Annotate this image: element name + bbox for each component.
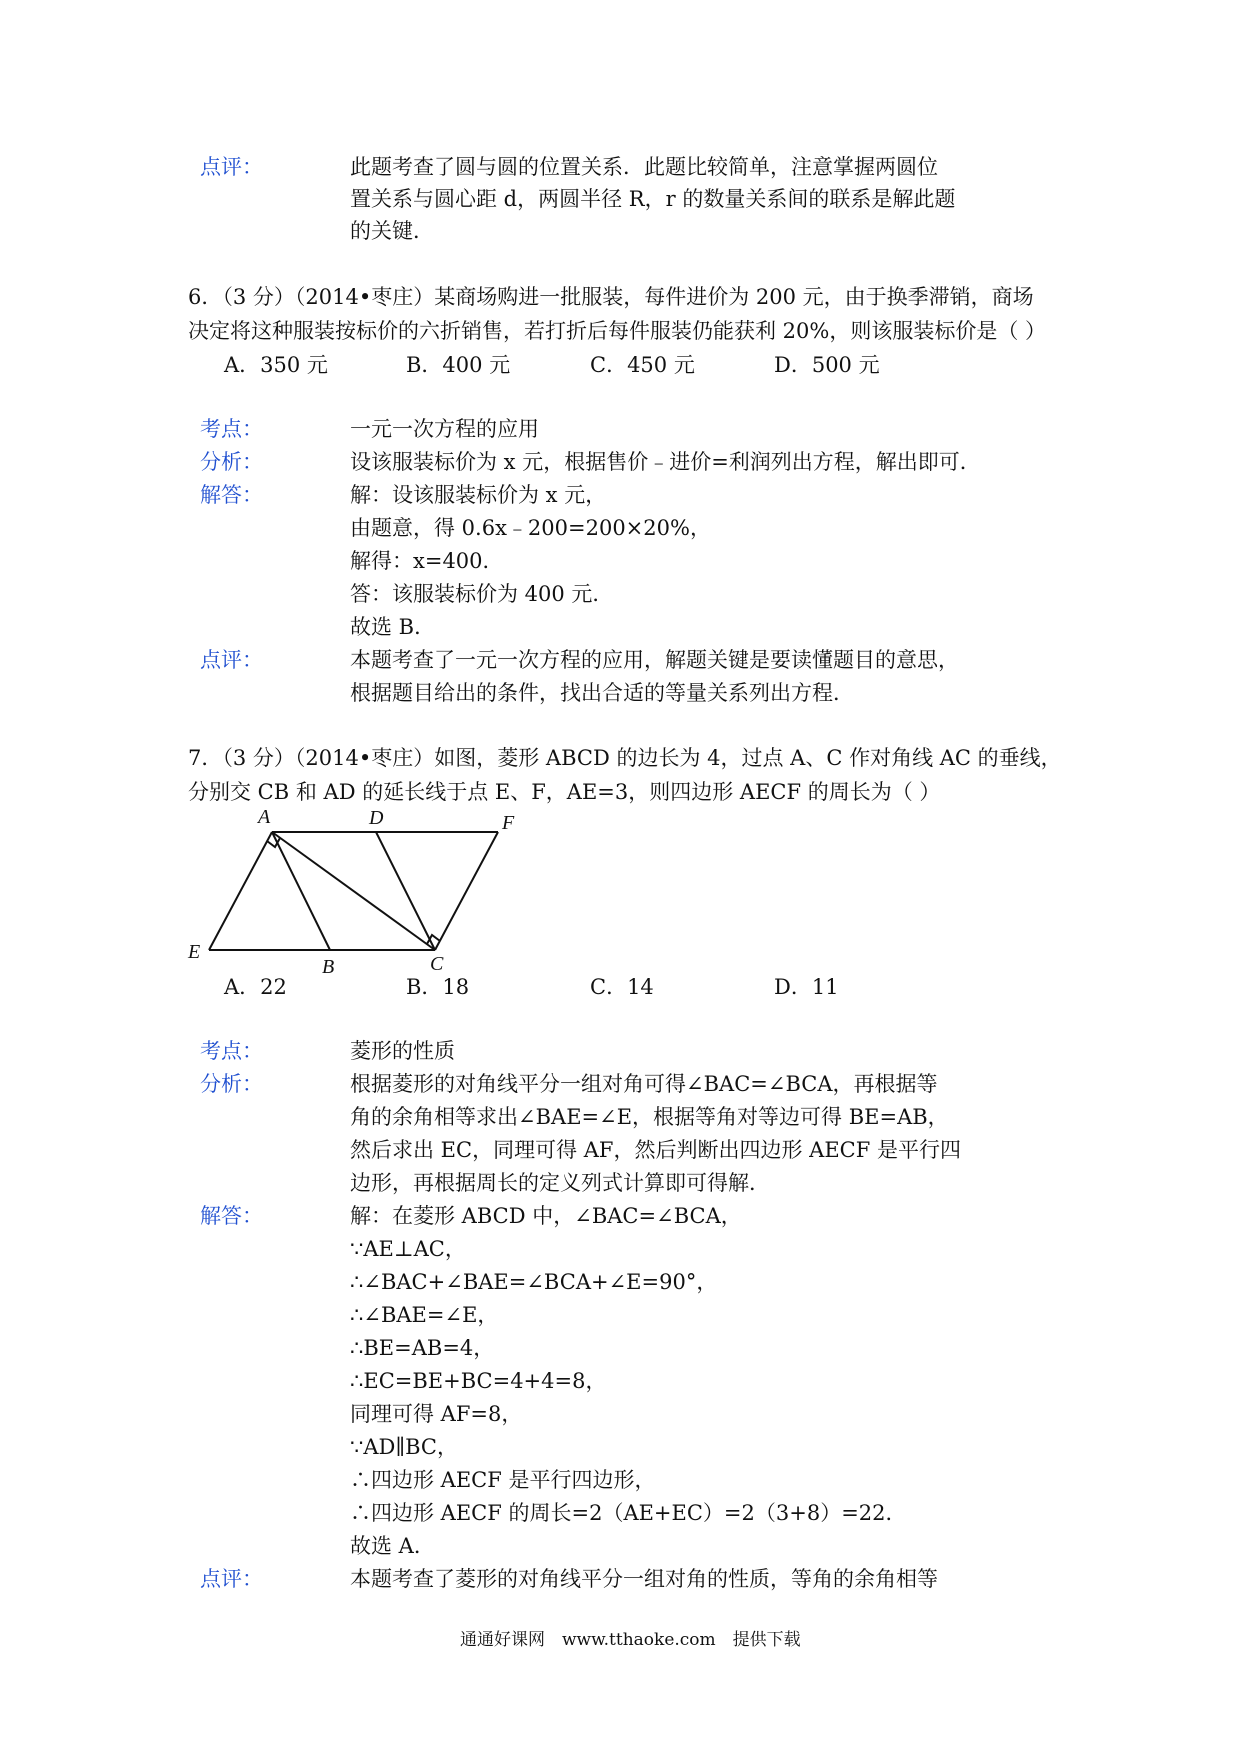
q7-jieda-line-11: 故选 A．	[350, 1534, 435, 1558]
q7-kaodian-label: 考点：	[200, 1039, 263, 1063]
q7-jieda-line-6: ∴EC=BE+BC=4+4=8，	[350, 1369, 607, 1393]
q6-jieda-line-4: 答：该服装标价为 400 元．	[350, 582, 614, 606]
segment-ac	[272, 832, 435, 950]
q6-fenxi: 设该服装标价为 x 元，根据售价﹣进价=利润列出方程，解出即可．	[350, 450, 981, 474]
q7-jieda-label: 解答：	[200, 1204, 263, 1228]
label-e: E	[188, 941, 201, 963]
prev-comment-line-1: 此题考查了圆与圆的位置关系．此题比较简单，注意掌握两圆位	[350, 155, 938, 179]
q6-stem-line-1: 6．（3 分）（2014•枣庄）某商场购进一批服装，每件进价为 200 元，由于换季滞销，商场	[188, 285, 1034, 309]
q6-option-a: A．350 元	[224, 353, 328, 377]
q7-dianping-label: 点评：	[200, 1567, 263, 1591]
prev-comment-line-3: 的关键．	[350, 219, 434, 243]
q6-option-d: D．500 元	[774, 353, 880, 377]
page-footer: 通通好课网 www.tthaoke.com 提供下载	[460, 1630, 801, 1650]
q6-option-c: C．450 元	[590, 353, 695, 377]
label-b: B	[322, 956, 335, 975]
q7-jieda-line-7: 同理可得 AF=8，	[350, 1402, 523, 1426]
q6-jieda-line-2: 由题意，得 0.6x﹣200=200×20%，	[350, 516, 711, 540]
q6-option-b: B．400 元	[406, 353, 511, 377]
q6-dianping-label: 点评：	[200, 648, 263, 672]
label-c: C	[430, 953, 444, 975]
q7-jieda-line-3: ∴∠BAC+∠BAE=∠BCA+∠E=90°，	[350, 1270, 718, 1294]
q7-jieda-line-8: ∵AD∥BC，	[350, 1435, 458, 1459]
q7-stem-line-2: 分别交 CB 和 AD 的延长线于点 E、F，AE=3，则四边形 AECF 的周长为（ ）	[188, 780, 941, 804]
q7-jieda-line-10: ∴四边形 AECF 的周长=2（AE+EC）=2（3+8）=22．	[350, 1501, 907, 1525]
q7-fenxi-line-4: 边形，再根据周长的定义列式计算即可得解．	[350, 1171, 770, 1195]
prev-comment-label: 点评：	[200, 155, 263, 179]
q7-fenxi-line-2: 角的余角相等求出∠BAE=∠E，根据等角对等边可得 BE=AB，	[350, 1105, 949, 1129]
q7-stem-line-1: 7．（3 分）（2014•枣庄）如图，菱形 ABCD 的边长为 4，过点 A、C 作对角线 AC 的垂线，	[188, 746, 1062, 770]
q6-fenxi-label: 分析：	[200, 450, 263, 474]
prev-comment-line-2: 置关系与圆心距 d，两圆半径 R，r 的数量关系间的联系是解此题	[350, 187, 956, 211]
rhombus-figure	[180, 800, 550, 975]
q7-jieda-line-4: ∴∠BAE=∠E，	[350, 1303, 499, 1327]
segment-ab	[272, 832, 330, 950]
q6-stem-line-2: 决定将这种服装按标价的六折销售，若打折后每件服装仍能获利 20%，则该服装标价是（ ）	[188, 319, 1047, 343]
label-a: A	[258, 806, 271, 828]
segment-dc	[376, 832, 435, 950]
label-f: F	[502, 812, 515, 834]
segment-cf	[435, 832, 498, 950]
q7-option-a: A．22	[224, 975, 287, 999]
q6-jieda-line-3: 解得：x=400．	[350, 549, 504, 573]
q7-dianping: 本题考查了菱形的对角线平分一组对角的性质，等角的余角相等	[350, 1567, 938, 1591]
q7-option-c: C．14	[590, 975, 654, 999]
q7-kaodian: 菱形的性质	[350, 1039, 455, 1063]
q6-kaodian: 一元一次方程的应用	[350, 417, 539, 441]
q7-jieda-line-5: ∴BE=AB=4，	[350, 1336, 495, 1360]
q7-option-d: D．11	[774, 975, 839, 999]
q6-jieda-line-5: 故选 B．	[350, 615, 436, 639]
q7-jieda-line-1: 解：在菱形 ABCD 中，∠BAC=∠BCA，	[350, 1204, 742, 1228]
q7-jieda-line-9: ∴四边形 AECF 是平行四边形，	[350, 1468, 656, 1492]
q7-fenxi-line-1: 根据菱形的对角线平分一组对角可得∠BAC=∠BCA，再根据等	[350, 1072, 938, 1096]
q7-option-b: B．18	[406, 975, 470, 999]
q6-jieda-label: 解答：	[200, 483, 263, 507]
q6-dianping-line-1: 本题考查了一元一次方程的应用，解题关键是要读懂题目的意思，	[350, 648, 959, 672]
q6-dianping-line-2: 根据题目给出的条件，找出合适的等量关系列出方程．	[350, 681, 854, 705]
q7-fenxi-line-3: 然后求出 EC，同理可得 AF，然后判断出四边形 AECF 是平行四	[350, 1138, 961, 1162]
q6-jieda-line-1: 解：设该服装标价为 x 元，	[350, 483, 607, 507]
q7-jieda-line-2: ∵AE⊥AC，	[350, 1237, 466, 1261]
label-d: D	[369, 807, 384, 829]
q6-kaodian-label: 考点：	[200, 417, 263, 441]
segment-ae	[209, 832, 272, 950]
q7-fenxi-label: 分析：	[200, 1072, 263, 1096]
